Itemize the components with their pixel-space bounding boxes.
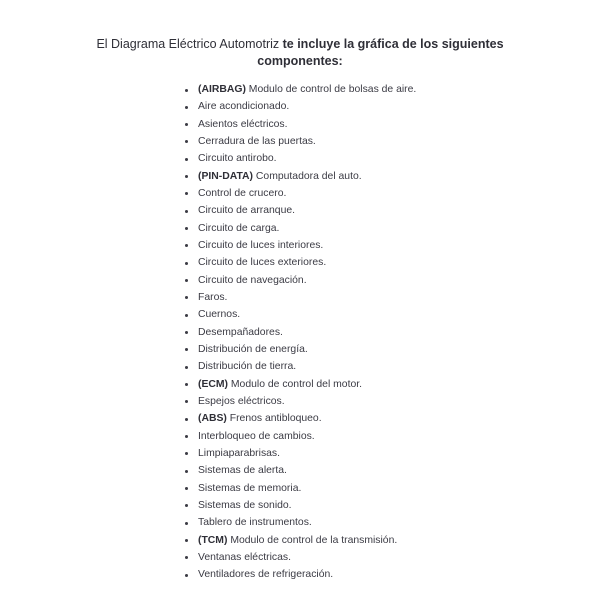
component-name: Circuito antirobo. [198,153,277,165]
list-item [181,514,581,531]
bullet-icon [185,400,188,403]
component-name: Desempañadores. [198,326,283,338]
bullet-icon [185,262,188,265]
component-name: Sistemas de sonido. [198,499,292,511]
component-name: Aire acondicionado. [198,101,290,113]
bullet-icon [185,210,188,213]
list-item [181,549,581,566]
list-item [181,237,581,254]
component-name: Sistemas de memoria. [198,482,302,494]
intro-line-2 [0,53,600,70]
intro-line-1 [0,36,600,53]
bullet-icon [185,539,188,542]
list-item [181,168,581,185]
component-name: Modulo de control de bolsas de aire. [248,84,417,95]
bullet-icon [185,244,188,247]
list-item [181,272,581,289]
list-item [181,445,581,462]
list-item [181,480,581,497]
component-name: Faros. [198,291,228,303]
bullet-icon [185,314,188,317]
intro-plain-text: El Diagrama Eléctrico Automotriz [96,37,280,51]
component-name: Circuito de carga. [198,222,280,234]
intro-heading [0,36,600,70]
component-name: Control de crucero. [198,187,287,199]
bullet-icon [185,158,188,161]
list-item [181,289,581,306]
list-item [181,566,581,583]
component-name: Modulo de control del motor. [230,378,363,390]
component-name: Cerradura de las puertas. [198,135,316,147]
bullet-icon [185,470,188,473]
bullet-icon [185,89,188,92]
component-code: (PIN-DATA) [198,170,254,182]
component-name: Circuito de navegación. [198,274,307,286]
component-name: Cuernos. [198,309,241,321]
component-name: Limpiaparabrisas. [198,447,281,459]
bullet-icon [185,452,188,455]
bullet-icon [185,296,188,299]
list-item [181,324,581,341]
bullet-icon [185,140,188,143]
list-item [181,497,581,514]
component-name: Computadora del auto. [255,170,362,182]
list-item [181,254,581,271]
component-name: Sistemas de alerta. [198,465,287,477]
component-name: Ventanas eléctricas. [198,551,291,563]
bullet-icon [185,106,188,109]
component-name: Asientos eléctricos. [198,118,288,130]
component-list [181,81,581,584]
component-name: Modulo de control de la transmisión. [230,534,398,546]
list-item [181,116,581,133]
list-item [181,220,581,237]
component-name: Espejos eléctricos. [198,395,285,407]
intro-bold-text-2: componentes: [257,54,343,68]
list-item [181,98,581,115]
bullet-icon [185,487,188,490]
list-item [181,410,581,427]
component-name: Circuito de luces exteriores. [198,257,327,269]
bullet-icon [185,175,188,178]
list-item [181,358,581,375]
component-code: (TCM) [198,534,228,546]
list-item [181,428,581,445]
list-item [181,202,581,219]
list-item [181,532,581,549]
list-item [181,341,581,358]
component-name: Ventiladores de refrigeración. [198,569,334,581]
list-item [181,133,581,150]
component-code: (ABS) [198,413,227,425]
component-code: (ECM) [198,378,229,390]
bullet-icon [185,418,188,421]
bullet-icon [185,331,188,334]
component-name: Circuito de arranque. [198,205,296,217]
list-item [181,306,581,323]
bullet-icon [185,123,188,126]
list-item [181,81,581,98]
intro-bold-text: te incluye la gráfica de los siguientes [282,37,504,51]
bullet-icon [185,192,188,195]
list-item [181,150,581,167]
component-name: Distribución de energía. [198,343,308,355]
bullet-icon [185,279,188,282]
bullet-icon [185,435,188,438]
list-item [181,462,581,479]
bullet-icon [185,366,188,369]
bullet-icon [185,227,188,230]
bullet-icon [185,348,188,351]
component-name: Frenos antibloqueo. [229,413,322,425]
component-name: Interbloqueo de cambios. [198,430,315,442]
bullet-icon [185,522,188,525]
component-name: Distribución de tierra. [198,361,297,373]
list-item [181,185,581,202]
component-code: (AIRBAG) [198,84,246,95]
bullet-icon [185,383,188,386]
component-name: Tablero de instrumentos. [198,517,312,529]
bullet-icon [185,574,188,577]
bullet-icon [185,504,188,507]
list-item [181,393,581,410]
bullet-icon [185,556,188,559]
list-item [181,376,581,393]
component-name: Circuito de luces interiores. [198,239,324,251]
